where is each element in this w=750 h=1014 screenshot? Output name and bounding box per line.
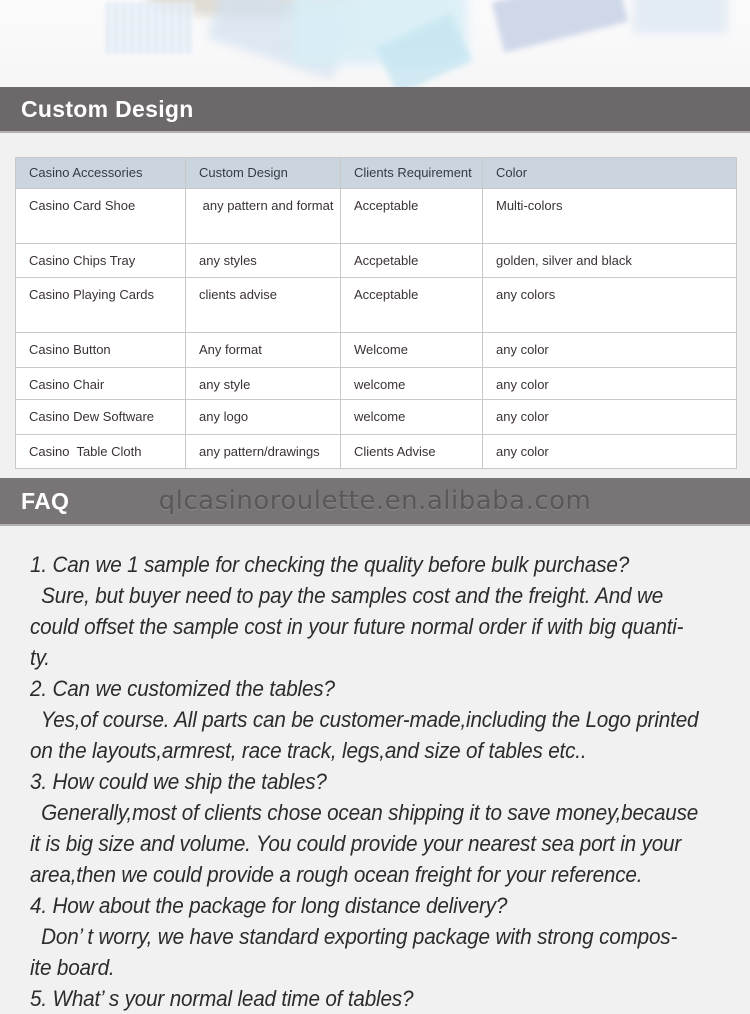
table-row <box>16 368 737 400</box>
table-cell: Acceptable <box>341 189 483 244</box>
table-cell: clients advise <box>186 278 341 333</box>
table-cell: any logo <box>186 400 341 435</box>
custom-design-table-body <box>16 189 737 469</box>
table-cell: Casino Playing Cards <box>16 278 186 333</box>
table-cell: golden, silver and black <box>483 244 737 278</box>
faq-line: 1. Can we 1 sample for checking the quality before bulk purchase? <box>30 552 630 577</box>
table-cell: welcome <box>341 368 483 400</box>
custom-design-table <box>15 157 737 469</box>
table-header-cell: Color <box>483 158 737 189</box>
table-cell: any styles <box>186 244 341 278</box>
faq-line: it is big size and volume. You could provide your nearest sea port in your <box>30 831 682 856</box>
faq-line: Sure, but buyer need to pay the samples cost and the freight. And we <box>30 583 664 608</box>
table-cell: any color <box>483 333 737 368</box>
table-row <box>16 333 737 368</box>
custom-design-section-bar <box>0 87 750 131</box>
table-header-cell: Clients Requirement <box>341 158 483 189</box>
faq-text-block <box>30 549 730 1014</box>
faq-line: Generally,most of clients chose ocean shipping it to save money,because <box>30 800 699 825</box>
faq-section-bar <box>0 478 750 524</box>
table-cell: Casino Table Cloth <box>16 435 186 469</box>
table-cell: Casino Chips Tray <box>16 244 186 278</box>
photo-shape <box>492 0 629 53</box>
table-header-cell: Casino Accessories <box>16 158 186 189</box>
table-cell: Casino Card Shoe <box>16 189 186 244</box>
table-row <box>16 278 737 333</box>
table-cell: any color <box>483 400 737 435</box>
faq-line: 2. Can we customized the tables? <box>30 676 335 701</box>
faq-line: area,then we could provide a rough ocean freight for your reference. <box>30 862 643 887</box>
table-cell: any color <box>483 435 737 469</box>
table-cell: Casino Chair <box>16 368 186 400</box>
faq-line: 4. How about the package for long distance delivery? <box>30 893 508 918</box>
table-cell: any color <box>483 368 737 400</box>
photo-shape <box>633 0 728 34</box>
table-header-row <box>16 158 737 189</box>
table-cell: Accpetable <box>341 244 483 278</box>
table-cell: Casino Button <box>16 333 186 368</box>
faq-line: ite board. <box>30 955 115 980</box>
table-cell: Multi-colors <box>483 189 737 244</box>
custom-design-table-head <box>16 158 737 189</box>
faq-line: could offset the sample cost in your future normal order if with big quanti- <box>30 614 684 639</box>
faq-line: Yes,of course. All parts can be customer-made,including the Logo printed <box>30 707 699 732</box>
watermark-text: qlcasinoroulette.en.alibaba.com <box>158 486 592 516</box>
table-row <box>16 435 737 469</box>
table-row <box>16 244 737 278</box>
table-cell: welcome <box>341 400 483 435</box>
hero-photo <box>0 0 750 87</box>
faq-line: on the layouts,armrest, race track, legs,and size of tables etc.. <box>30 738 587 763</box>
custom-design-section-title: Custom Design <box>21 95 194 122</box>
table-cell: Any format <box>186 333 341 368</box>
table-cell: Casino Dew Software <box>16 400 186 435</box>
table-cell: Welcome <box>341 333 483 368</box>
table-cell: any pattern/drawings <box>186 435 341 469</box>
table-row <box>16 400 737 435</box>
table-header-cell: Custom Design <box>186 158 341 189</box>
table-cell: any pattern and format <box>186 189 341 244</box>
faq-line: 5. What’ s your normal lead time of tables? <box>30 986 414 1011</box>
table-cell: Acceptable <box>341 278 483 333</box>
table-cell: any style <box>186 368 341 400</box>
faq-text-inner <box>30 549 730 1014</box>
table-cell: Clients Advise <box>341 435 483 469</box>
photo-shape <box>106 2 194 54</box>
faq-line: ty. <box>30 645 50 670</box>
table-row <box>16 189 737 244</box>
faq-line: Don’ t worry, we have standard exporting package with strong compos- <box>30 924 678 949</box>
faq-section-title: FAQ <box>21 487 70 514</box>
table-cell: any colors <box>483 278 737 333</box>
faq-line: 3. How could we ship the tables? <box>30 769 327 794</box>
